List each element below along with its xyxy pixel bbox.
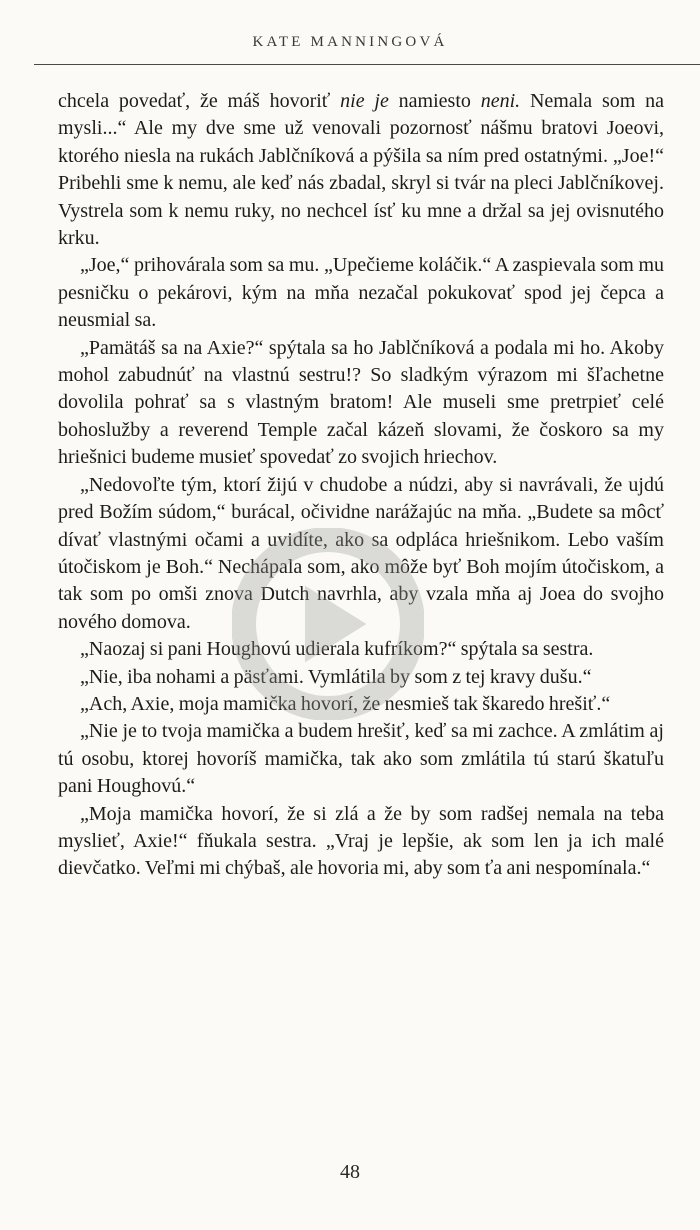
paragraph-text: „Moja mamička hovorí, že si zlá a že by som radšej nemala na teba myslieť, Axie!“ fňukala sestra. „Vraj je lepšie, ak som len ja ich malé dievčatko. Veľmi mi chýbaš, ale hovoria mi, aby som ťa ani nespomínala.“ (58, 802, 664, 880)
paragraph-text: „Nie je to tvoja mamička a budem hrešiť, keď sa mi zachce. A zmlátim aj tú osobu, ktorej hovoríš mamička, tak ako som zmlátila tú starú škatuľu pani Houghovú.“ (58, 720, 664, 798)
watermark-play-icon (232, 528, 424, 720)
paragraph (58, 801, 664, 883)
paragraph (58, 718, 664, 800)
paragraph-text: „Naozaj si pani Houghovú udierala kufríkom?“ spýtala sa sestra. (80, 638, 594, 661)
paragraph-text: „Joe,“ prihovárala som sa mu. „Upečieme koláčik.“ A zaspievala som mu pesničku o pekárovi, kým na mňa nezačal pokukovať spod jej čepca a neusmial sa. (58, 254, 664, 332)
paragraph-text: „Nie, iba nohami a päsťami. Vymlátila by som z tej kravy dušu.“ (80, 665, 592, 688)
page-number: 48 (340, 1161, 360, 1183)
paragraph-text: chcela povedať, že máš hovoriť (58, 90, 341, 112)
italic-text: nie je (340, 90, 389, 112)
paragraph-text: Nemala som na mysli...“ Ale my dve sme už venovali pozornosť nášmu bratovi Joeovi, ktorého niesla na rukách Jablčníková a pýšila sa ním pred ostatnými. „Joe!“ Pribehli sme k nemu, ale keď nás zbadal, skryl si tvár na pleci Jablčníkovej. Vystrela som k nemu ruky, no nechcel ísť ku mne a držal sa jej ovisnutého krku. (58, 90, 664, 250)
italic-text: neni. (480, 90, 521, 112)
running-header: KATE MANNINGOVÁ (252, 34, 448, 50)
paragraph-text: „Pamätáš sa na Axie?“ spýtala sa ho Jablčníková a podala mi ho. Akoby mohol zabudnúť na vlastnú sestru!? So sladkým výrazom mi šľachetne dovolila pohrať sa s vlastným bratom! Ale museli sme pretrpieť celé bohoslužby a reverend Temple začal kázeň slovami, že čoskoro sa my hriešnici budeme musieť spovedať zo svojich hriechov. (58, 336, 664, 469)
paragraph-text: „Nedovoľte tým, ktorí žijú v chudobe a núdzi, aby si navrávali, že ujdú pred Božím súdom,“ burácal, očividne narážajúc na mňa. „Budete sa môcť dívať vlastnými očami a uvidíte, ako sa odpláca hriešnikom. Lebo vaším útočiskom je Boh.“ Nechápala som, ako môže byť Boh mojím útočiskom, a tak som po omši znova Dutch navrhla, aby vzala mňa aj Joea do svojho nového domova. (58, 473, 664, 633)
paragraph-text: namiesto (388, 90, 481, 112)
body-text (58, 88, 664, 883)
paragraph (58, 88, 664, 252)
header-rule (34, 64, 700, 65)
paragraph-text: „Ach, Axie, moja mamička hovorí, že nesmieš tak škaredo hrešiť.“ (80, 692, 611, 715)
paragraph (58, 252, 664, 334)
paragraph (58, 335, 664, 472)
